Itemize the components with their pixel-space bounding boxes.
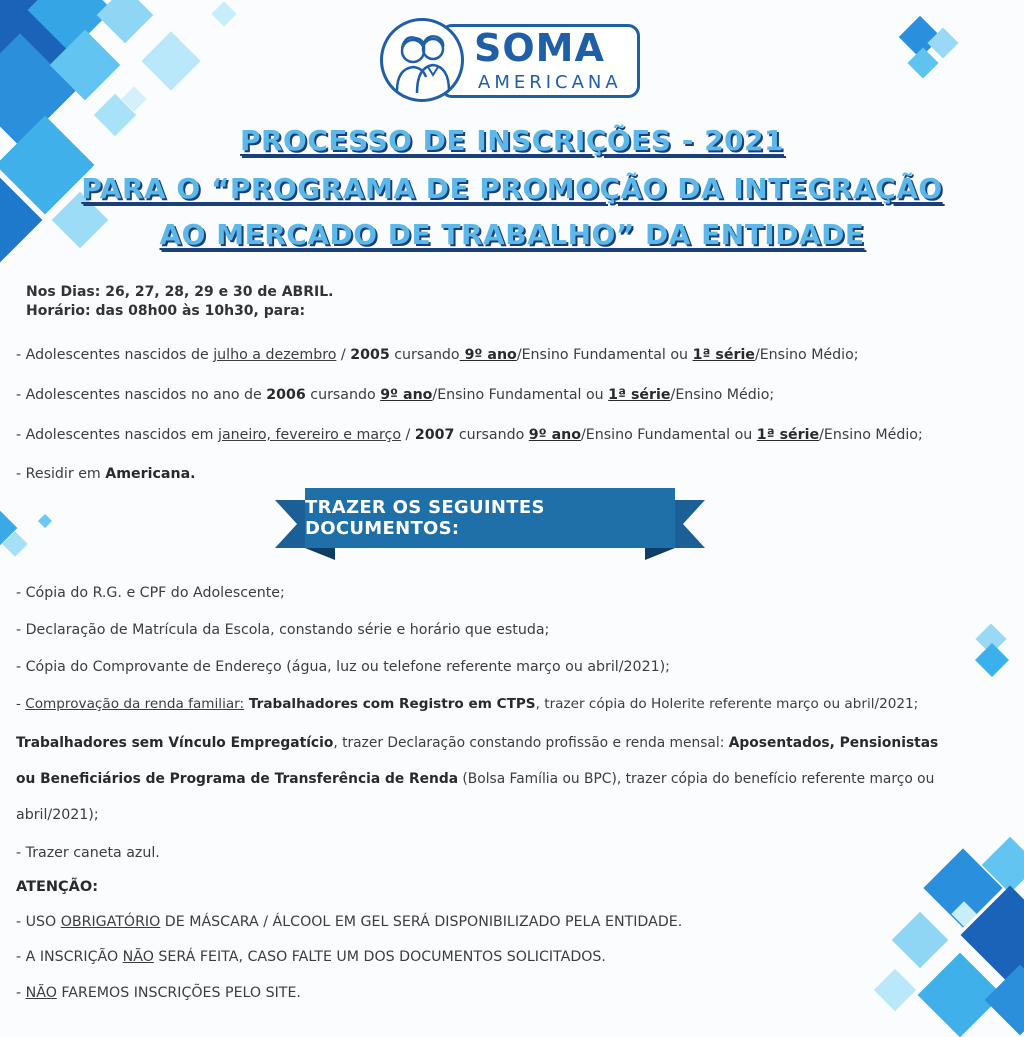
schedule-hours: Horário: das 08h00 às 10h30, para: [26,303,306,319]
title-line-2: PARA O “PROGRAMA DE PROMOÇÃO DA INTEGRAÇÃO [81,172,943,205]
logo-subtitle: AMERICANA [478,72,622,93]
attention-item: - USO OBRIGATÓRIO DE MÁSCARA / ÁLCOOL EM GEL SERÁ DISPONIBILIZADO PELA ENTIDADE. [16,914,683,930]
document-item-continued: Trabalhadores sem Vínculo Empregatício, trazer Declaração constando profissão e renda mensal: Aposentados, Pensionistas [16,735,939,751]
document-item-continued: abril/2021); [16,807,99,823]
document-item: - Cópia do Comprovante de Endereço (água, luz ou telefone referente março ou abril/2021); [16,659,670,675]
schedule-days: Nos Dias: 26, 27, 28, 29 e 30 de ABRIL. [26,284,334,300]
requirement-item: - Residir em Americana. [16,466,196,482]
schedule [26,283,333,321]
banner-fold-right [645,548,675,560]
document-item-continued: ou Beneficiários de Programa de Transferência de Renda (Bolsa Família ou BPC), trazer cópia do benefício referente março ou [16,771,935,787]
people-icon [380,18,464,102]
title-line-3: AO MERCADO DE TRABALHO” DA ENTIDADE [159,218,865,251]
attention-item: - NÃO FAREMOS INSCRIÇÕES PELO SITE. [16,985,301,1001]
documents-banner [275,488,705,560]
document-item: - Cópia do R.G. e CPF do Adolescente; [16,585,285,601]
attention-item: - A INSCRIÇÃO NÃO SERÁ FEITA, CASO FALTE UM DOS DOCUMENTOS SOLICITADOS. [16,949,606,965]
banner-fold-left [305,548,335,560]
soma-americana-logo [380,18,642,104]
requirement-item: - Adolescentes nascidos de julho a dezembro / 2005 cursando 9º ano/Ensino Fundamental ou 1ª série/Ensino Médio; [16,347,859,363]
document-item: - Comprovação da renda familiar: Trabalhadores com Registro em CTPS, trazer cópia do Holerite referente março ou abril/2021; [16,696,919,712]
requirement-item: - Adolescentes nascidos no ano de 2006 cursando 9º ano/Ensino Fundamental ou 1ª série/Ensino Médio; [16,387,775,403]
requirement-item: - Adolescentes nascidos em janeiro, fevereiro e março / 2007 cursando 9º ano/Ensino Fundamental ou 1ª série/Ensino Médio; [16,427,923,443]
logo-wordmark: SOMA [474,26,605,70]
banner-body [305,488,675,548]
title-line-1: PROCESSO DE INSCRIÇÕES - 2021 [239,124,785,157]
document-item: - Trazer caneta azul. [16,845,160,861]
attention-heading: ATENÇÃO: [16,879,99,895]
document-item: - Declaração de Matrícula da Escola, constando série e horário que estuda; [16,622,550,638]
banner-text: TRAZER OS SEGUINTES DOCUMENTOS: [305,497,545,539]
